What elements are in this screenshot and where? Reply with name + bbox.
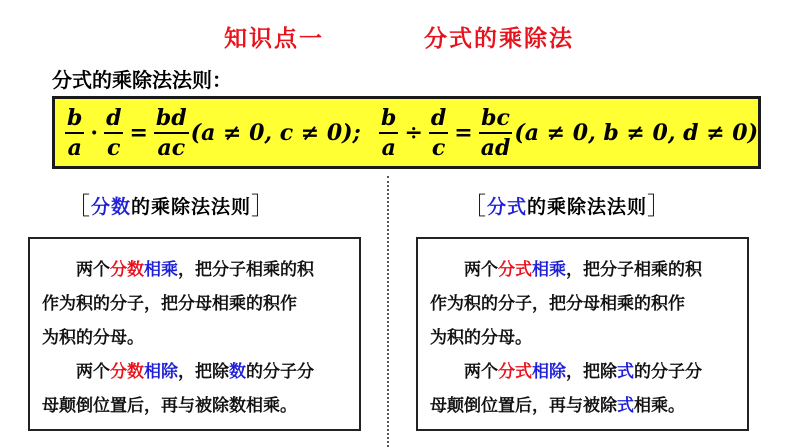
keyword-blue: 相乘	[532, 260, 566, 280]
numerator: d	[104, 107, 123, 134]
bracket-open: ［	[66, 192, 91, 220]
left-heading	[66, 186, 276, 221]
rule-line: 母颠倒位置后，再与被除数相乘。	[42, 396, 297, 416]
right-heading	[462, 186, 672, 221]
title-right: 分式的乘除法	[424, 26, 574, 52]
numerator: b	[379, 107, 398, 134]
keyword-red: 分式	[498, 260, 532, 280]
numerator: bc	[479, 107, 512, 134]
numerator: d	[429, 107, 448, 134]
numerator: b	[65, 107, 84, 134]
formula-box	[52, 96, 761, 169]
denominator: ad	[480, 134, 511, 161]
keyword-blue: 式	[617, 362, 634, 382]
keyword-blue: 数	[229, 362, 246, 382]
keyword-red: 分数	[110, 260, 144, 280]
multiply-condition: (a ≠ 0, c ≠ 0);	[190, 119, 361, 146]
rule-line: 母颠倒位置后，再与被除式相乘。	[430, 396, 685, 416]
keyword-red: 分式	[498, 362, 532, 382]
bracket-close: ］	[251, 192, 277, 220]
denominator: a	[381, 134, 396, 161]
rule-line: 作为积的分子，把分母相乘的积作	[430, 294, 685, 314]
numerator: bd	[154, 107, 189, 134]
equals-operator-2: =	[454, 119, 473, 146]
denominator: c	[431, 134, 446, 161]
fraction-d-over-c	[104, 104, 123, 161]
fraction-b-over-a-2	[379, 104, 398, 161]
heading-text: 的乘除法法则	[131, 196, 252, 218]
dotted-divider	[387, 176, 389, 447]
multiply-operator: ·	[90, 119, 99, 146]
rule-line: 两个分式相除，把除式的分子分	[464, 362, 702, 382]
keyword-blue: 相乘	[144, 260, 178, 280]
rule-line: 为积的分母。	[42, 328, 144, 348]
divide-operator: ÷	[404, 119, 423, 146]
fraction-bd-over-ac	[154, 104, 189, 161]
fraction-d-over-c-2	[429, 104, 448, 161]
divide-condition: (a ≠ 0, b ≠ 0, d ≠ 0)	[514, 119, 758, 146]
keyword-blue: 式	[617, 396, 634, 416]
heading-text: 的乘除法法则	[527, 196, 648, 218]
heading-keyword: 分式	[487, 196, 528, 218]
rule-line: 两个分式相乘，把分子相乘的积	[464, 260, 702, 280]
denominator: c	[107, 134, 121, 161]
rule-line: 两个分数相除，把除数的分子分	[76, 362, 314, 382]
denominator: ac	[157, 134, 186, 161]
keyword-blue: 相除	[532, 362, 566, 382]
algebraic-fraction-rule-box	[416, 237, 749, 431]
bracket-close: ］	[647, 192, 673, 220]
fraction-b-over-a	[65, 104, 84, 161]
bracket-open: ［	[462, 192, 487, 220]
rule-line: 作为积的分子，把分母相乘的积作	[42, 294, 297, 314]
keyword-red: 分数	[110, 362, 144, 382]
fraction-rule-box	[28, 237, 361, 431]
denominator: a	[67, 134, 82, 161]
fraction-bc-over-ad	[479, 104, 513, 161]
title-left: 知识点一	[224, 26, 324, 52]
subtitle: 分式的乘除法法则：	[52, 68, 232, 92]
rule-line: 为积的分母。	[430, 328, 532, 348]
rule-line: 两个分数相乘，把分子相乘的积	[76, 260, 314, 280]
heading-keyword: 分数	[91, 196, 132, 218]
equals-operator: =	[129, 119, 148, 146]
keyword-blue: 相除	[144, 362, 178, 382]
